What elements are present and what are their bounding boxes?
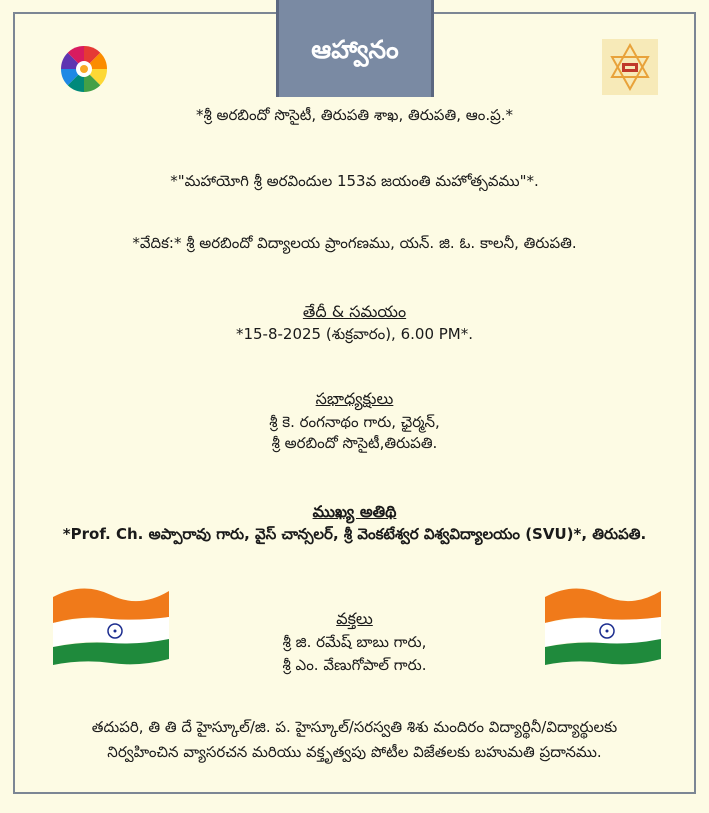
speaker-name-1: శ్రీ జి. రమేష్ బాబు గారు, <box>282 633 427 651</box>
color-wheel-icon <box>60 45 108 93</box>
title-banner <box>276 0 434 97</box>
prize-note-line-1: తదుపరి, తి తి దే హైస్కూల్/జి. ప. హైస్కూల్/సరస్వతి శిశు మందిరం విద్యార్థినీ/విద్యార్థులకు <box>91 718 618 736</box>
society-line: *శ్రీ అరబిందో సొసైటీ, తిరుపతి శాఖ, తిరుపతి, ఆం.ప్ర.* <box>195 106 514 124</box>
chair-heading: సభాధ్యక్షులు <box>315 389 394 408</box>
invitation-title: ఆహ్వానం <box>311 34 399 64</box>
speakers-heading: వక్తలు <box>336 609 373 628</box>
date-value: *15-8-2025 (శుక్రవారం), 6.00 PM*. <box>235 325 474 343</box>
chair-organization: శ్రీ అరబిందో సొసైటీ,తిరుపతి. <box>271 434 438 452</box>
event-line: *"మహాయోగి శ్రీ అరవిందుల 153వ జయంతి మహోత్సవము"*. <box>170 172 539 190</box>
date-heading: తేదీ & సమయం <box>302 302 407 321</box>
star-emblem-icon <box>602 39 658 95</box>
prize-note-line-2: నిర్వహించిన వ్యాసరచన మరియు వక్తృత్వపు పోటీల విజేతలకు బహుమతి ప్రదానము. <box>107 743 602 761</box>
chief-guest-heading: ముఖ్య అతిథి <box>312 502 397 521</box>
speaker-name-2: శ్రీ ఎం. వేణుగోపాల్ గారు. <box>282 656 427 674</box>
chair-name: శ్రీ కె. రంగనాథం గారు, ఛైర్మన్, <box>269 413 440 431</box>
chief-guest-name: *Prof. Ch. అప్పారావు గారు, వైస్ చాన్సలర్, శ్రీ వెంకటేశ్వర విశ్వవిద్యాలయం (SVU)*, తిరుపతి. <box>62 525 647 543</box>
venue-line: *వేదిక:* శ్రీ అరబిందో విద్యాలయ ప్రాంగణము, యన్. జి. ఓ. కాలనీ, తిరుపతి. <box>132 234 577 252</box>
